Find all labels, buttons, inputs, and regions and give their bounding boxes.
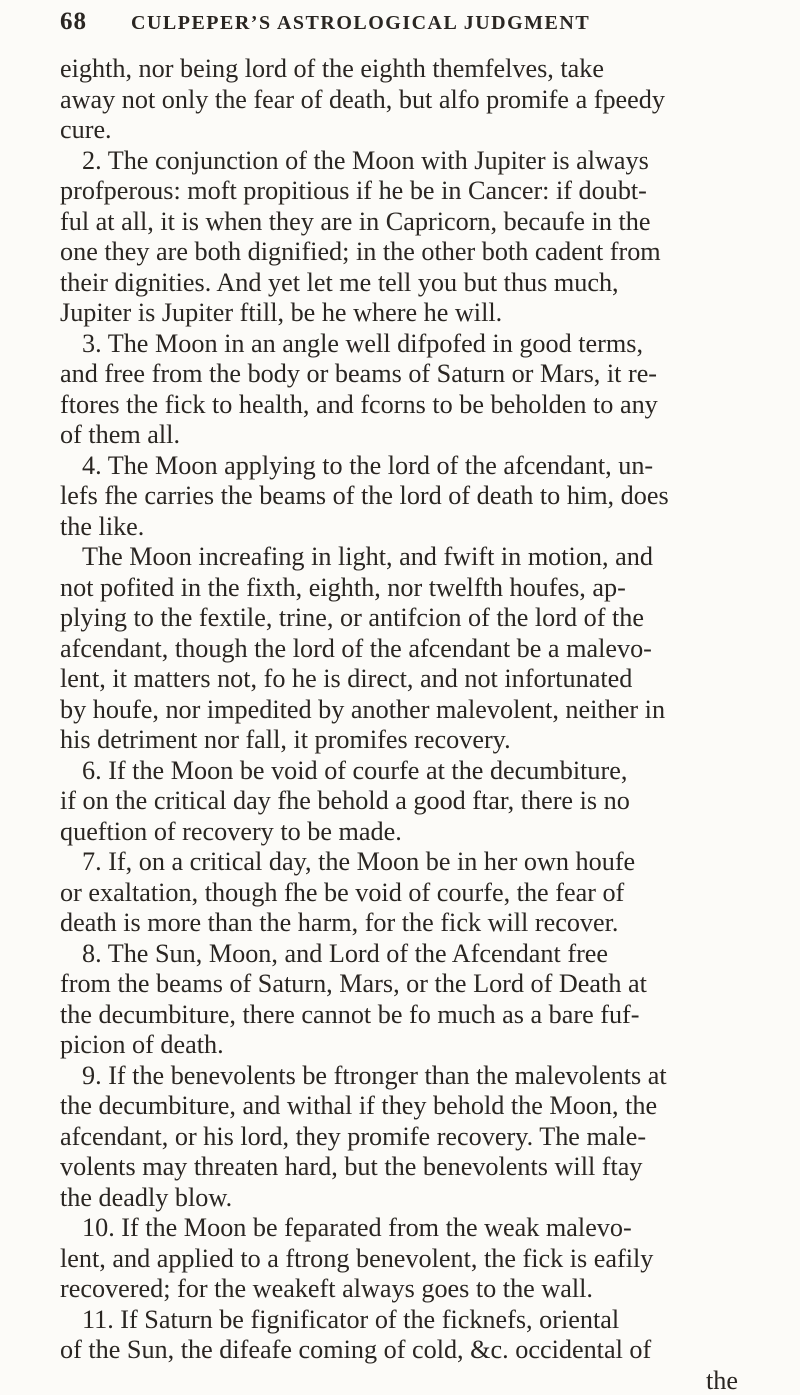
page-number: 68 xyxy=(60,8,87,36)
text-line: from the beams of Saturn, Mars, or the Lord of Death at xyxy=(60,969,790,1000)
text-line: profperous: moft propitious if he be in Cancer: if doubt- xyxy=(60,176,790,207)
text-line: his detriment nor fall, it promifes recovery. xyxy=(60,725,790,756)
text-line: cure. xyxy=(60,115,790,146)
body-text xyxy=(60,54,790,1396)
text-line: ful at all, it is when they are in Capricorn, becaufe in the xyxy=(60,207,790,238)
text-line: afcendant, or his lord, they promife recovery. The male- xyxy=(60,1122,790,1153)
text-line: lefs fhe carries the beams of the lord of death to him, does xyxy=(60,481,790,512)
text-line: afcendant, though the lord of the afcendant be a malevo- xyxy=(60,634,790,665)
text-line: the decumbiture, there cannot be fo much as a bare fuf- xyxy=(60,1000,790,1031)
text-line: 2. The conjunction of the Moon with Jupiter is always xyxy=(60,146,790,177)
running-head: CULPEPER’S ASTROLOGICAL JUDGMENT xyxy=(131,12,590,35)
page-header xyxy=(60,8,760,48)
text-line: 10. If the Moon be feparated from the weak malevo- xyxy=(60,1213,790,1244)
text-line: of the Sun, the difeafe coming of cold, &c. occidental of xyxy=(60,1335,790,1366)
text-line: Jupiter is Jupiter ftill, be he where he will. xyxy=(60,298,790,329)
text-line: 11. If Saturn be fignificator of the ficknefs, oriental xyxy=(60,1305,790,1336)
text-line: the decumbiture, and withal if they behold the Moon, the xyxy=(60,1091,790,1122)
text-line: by houfe, nor impedited by another malevolent, neither in xyxy=(60,695,790,726)
text-line: picion of death. xyxy=(60,1030,790,1061)
text-line: the like. xyxy=(60,512,790,543)
text-line: recovered; for the weakeft always goes to the wall. xyxy=(60,1274,790,1305)
text-line: their dignities. And yet let me tell you but thus much, xyxy=(60,268,790,299)
text-line: of them all. xyxy=(60,420,790,451)
text-line: volents may threaten hard, but the benevolents will ftay xyxy=(60,1152,790,1183)
text-line: The Moon increafing in light, and fwift in motion, and xyxy=(60,542,790,573)
text-line: ftores the fick to health, and fcorns to be beholden to any xyxy=(60,390,790,421)
text-line: 9. If the benevolents be ftronger than the malevolents at xyxy=(60,1061,790,1092)
text-line: lent, it matters not, fo he is direct, and not infortunated xyxy=(60,664,790,695)
text-line: 8. The Sun, Moon, and Lord of the Afcendant free xyxy=(60,939,790,970)
text-line: 3. The Moon in an angle well difpofed in good terms, xyxy=(60,329,790,360)
text-line: not pofited in the fixth, eighth, nor twelfth houfes, ap- xyxy=(60,573,790,604)
text-line: if on the critical day fhe behold a good ftar, there is no xyxy=(60,786,790,817)
text-line: one they are both dignified; in the other both cadent from xyxy=(60,237,790,268)
text-line: death is more than the harm, for the fick will recover. xyxy=(60,908,790,939)
text-line: eighth, nor being lord of the eighth themfelves, take xyxy=(60,54,790,85)
text-line: away not only the fear of death, but alfo promife a fpeedy xyxy=(60,85,790,116)
text-line: 7. If, on a critical day, the Moon be in her own houfe xyxy=(60,847,790,878)
text-line: queftion of recovery to be made. xyxy=(60,817,790,848)
text-line: or exaltation, though fhe be void of courfe, the fear of xyxy=(60,878,790,909)
text-line: lent, and applied to a ftrong benevolent, the fick is eafily xyxy=(60,1244,790,1275)
catchword: the xyxy=(60,1366,790,1396)
text-line: 4. The Moon applying to the lord of the afcendant, un- xyxy=(60,451,790,482)
text-line: 6. If the Moon be void of courfe at the decumbiture, xyxy=(60,756,790,787)
text-line: plying to the fextile, trine, or antifcion of the lord of the xyxy=(60,603,790,634)
text-line: the deadly blow. xyxy=(60,1183,790,1214)
text-line: and free from the body or beams of Saturn or Mars, it re- xyxy=(60,359,790,390)
